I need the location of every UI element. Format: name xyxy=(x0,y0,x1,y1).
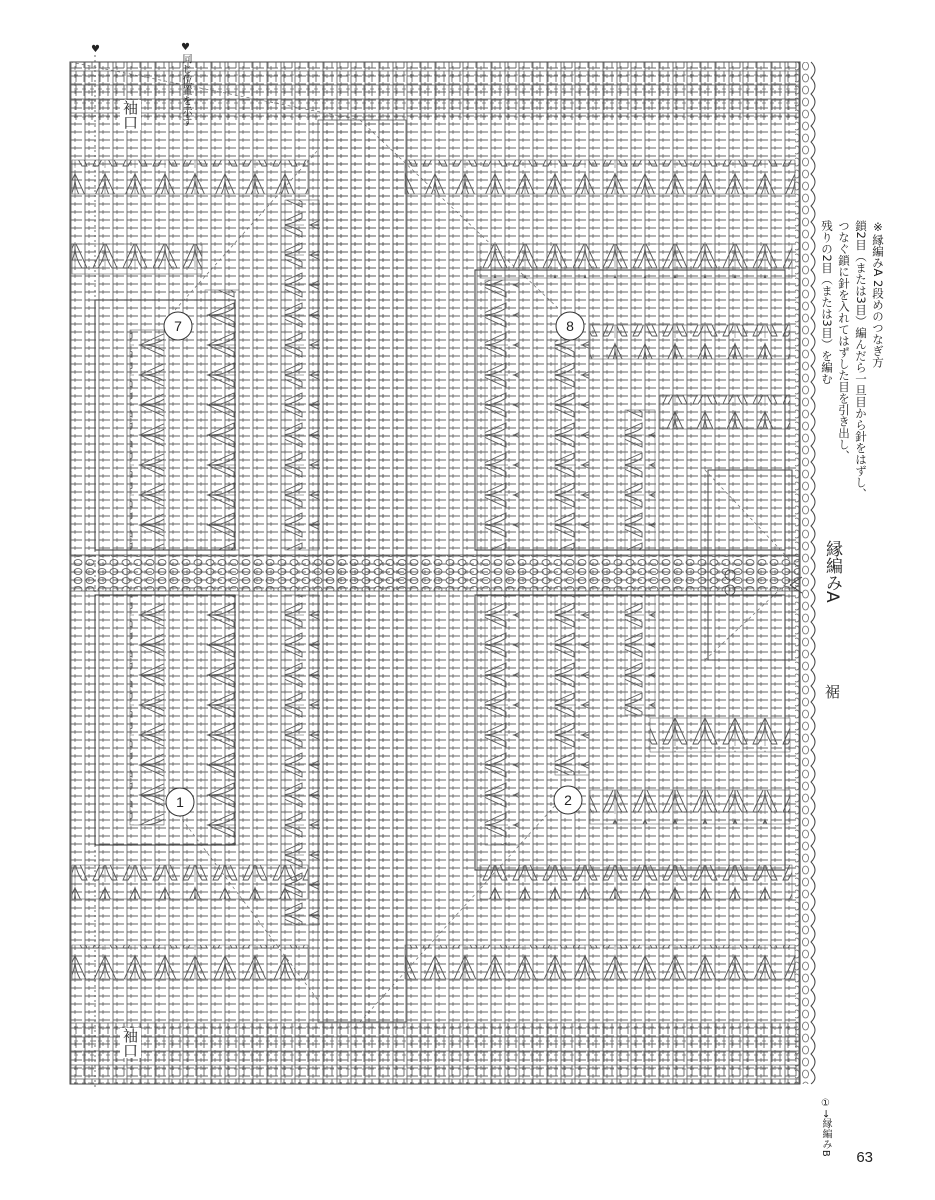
svg-text:8: 8 xyxy=(566,318,574,334)
sleeve-cuff-label-top: 袖口 xyxy=(121,100,139,130)
heart-icon: ♥ xyxy=(90,44,101,56)
svg-text:7: 7 xyxy=(174,318,182,334)
edging-b-label xyxy=(818,1098,833,1157)
start-mark: ① xyxy=(820,1098,831,1110)
svg-text:2: 2 xyxy=(564,792,572,808)
note-line-2: つなぐ鎖に針を入れてはずした目を引き出し、 xyxy=(837,220,851,462)
svg-text:1: 1 xyxy=(176,794,184,810)
motif-badge-8 xyxy=(556,312,584,340)
note-line-3: 残りの2目（または3目）を編む xyxy=(820,220,834,385)
edging-a-label: 縁編みA xyxy=(822,540,842,603)
motif-badge-2 xyxy=(554,786,582,814)
same-position-text: 同じ位置を示す xyxy=(180,53,191,127)
edging-a-scallop xyxy=(811,62,815,1084)
edging-b-text: 縁編みB xyxy=(820,1118,831,1158)
motif-badge-7 xyxy=(164,312,192,340)
heart-icon: ♥ xyxy=(180,42,191,54)
hem-label: 裾 xyxy=(823,684,841,699)
same-position-note xyxy=(178,42,193,127)
joining-note xyxy=(818,220,886,550)
sleeve-cuff-label-bottom: 袖口 xyxy=(121,1028,139,1058)
note-line-1: 鎖2目（または3目）編んだら一旦目から針をはずし、 xyxy=(854,220,868,500)
page-number: 63 xyxy=(856,1149,873,1166)
motif-badge-1 xyxy=(166,788,194,816)
note-title: ※縁編みA 2段めのつなぎ方 xyxy=(871,220,885,368)
arrow-icon: → xyxy=(820,1109,831,1119)
